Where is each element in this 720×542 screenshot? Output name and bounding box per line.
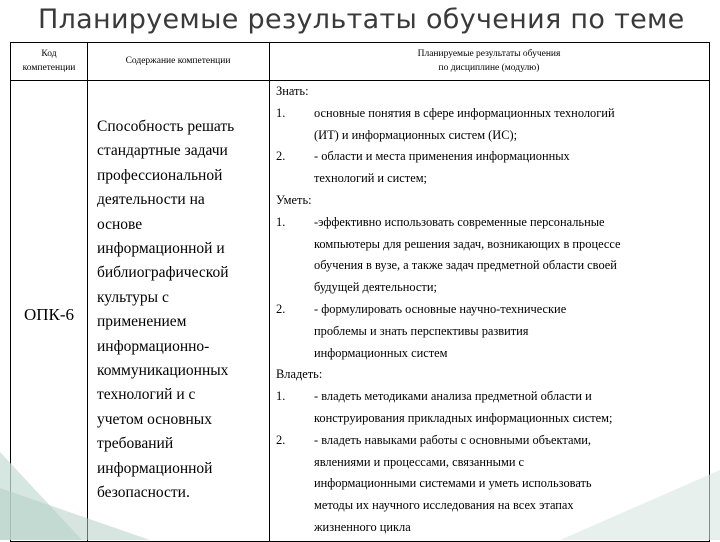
list-number: 2. bbox=[276, 432, 286, 447]
competency-code: ОПК-6 bbox=[23, 305, 75, 324]
description-line: профессиональной bbox=[97, 166, 223, 184]
result-text: технологий и систем; bbox=[314, 171, 427, 186]
result-text: основные понятия в сфере информационных технологий bbox=[314, 105, 615, 120]
header-code-line: компетенции bbox=[22, 63, 76, 73]
description-line: информационной bbox=[97, 459, 213, 477]
list-number: 1. bbox=[276, 389, 286, 404]
column-divider bbox=[269, 43, 270, 541]
competency-description bbox=[97, 115, 269, 506]
description-line: учетом основных bbox=[97, 410, 212, 428]
header-code-line: Код bbox=[41, 49, 57, 59]
result-text: -эффективно использовать современные персональные bbox=[314, 214, 605, 229]
description-line: технологий и с bbox=[97, 386, 196, 404]
decorative-corner-shape bbox=[560, 470, 720, 540]
header-results bbox=[269, 47, 709, 75]
result-text: конструирования прикладных информационных систем; bbox=[314, 410, 613, 425]
column-divider bbox=[87, 43, 88, 541]
result-text: методы их научного исследования на всех этапах bbox=[314, 498, 574, 513]
result-text: (ИТ) и информационных систем (ИС); bbox=[314, 127, 518, 142]
description-line: основе bbox=[97, 215, 143, 233]
list-number: 2. bbox=[276, 149, 286, 164]
list-number: 1. bbox=[276, 105, 286, 120]
result-text: информационных систем bbox=[314, 345, 448, 360]
result-text: будущей деятельности; bbox=[314, 280, 437, 295]
competency-table bbox=[10, 42, 710, 542]
header-results-line: Планируемые результаты обучения bbox=[417, 49, 561, 59]
description-line: информационной и bbox=[97, 240, 225, 258]
can-heading: Уметь: bbox=[276, 192, 312, 207]
description-line: культуры с bbox=[97, 288, 169, 306]
decorative-corner-shape bbox=[0, 488, 150, 540]
result-text: компьютеры для решения задач, возникающих в процессе bbox=[314, 236, 621, 251]
header-code bbox=[11, 47, 87, 75]
header-results-line: по дисциплине (модулю) bbox=[438, 63, 540, 73]
description-line: деятельности на bbox=[97, 191, 205, 209]
page-title: Планируемые результаты обучения по теме bbox=[38, 4, 685, 35]
description-line: требований bbox=[97, 435, 174, 453]
result-text: - владеть методиками анализа предметной области и bbox=[314, 389, 592, 404]
description-line: безопасности. bbox=[97, 484, 190, 502]
result-text: информационными системами и уметь использовать bbox=[314, 476, 592, 491]
result-text: проблемы и знать перспективы развития bbox=[314, 323, 529, 338]
description-line: библиографической bbox=[97, 264, 229, 282]
result-text: - владеть навыками работы с основными объектами, bbox=[314, 432, 592, 447]
header-content: Содержание компетенции bbox=[125, 56, 231, 66]
description-line: стандартные задачи bbox=[97, 142, 228, 160]
description-line: информационно- bbox=[97, 337, 210, 355]
know-heading: Знать: bbox=[276, 84, 309, 98]
result-text: - области и места применения информационных bbox=[314, 149, 570, 164]
result-text: явлениями и процессами, связанными с bbox=[314, 454, 525, 469]
list-number: 1. bbox=[276, 214, 286, 229]
own-heading: Владеть: bbox=[276, 367, 323, 382]
description-line: коммуникационных bbox=[97, 362, 229, 380]
list-number: 2. bbox=[276, 301, 286, 316]
result-text: обучения в вузе, а также задач предметной области своей bbox=[314, 258, 617, 273]
result-text: жизненного цикла bbox=[314, 519, 411, 534]
description-line: применением bbox=[97, 313, 187, 331]
description-line: Способность решать bbox=[97, 118, 235, 135]
result-text: - формулировать основные научно-технические bbox=[314, 301, 567, 316]
